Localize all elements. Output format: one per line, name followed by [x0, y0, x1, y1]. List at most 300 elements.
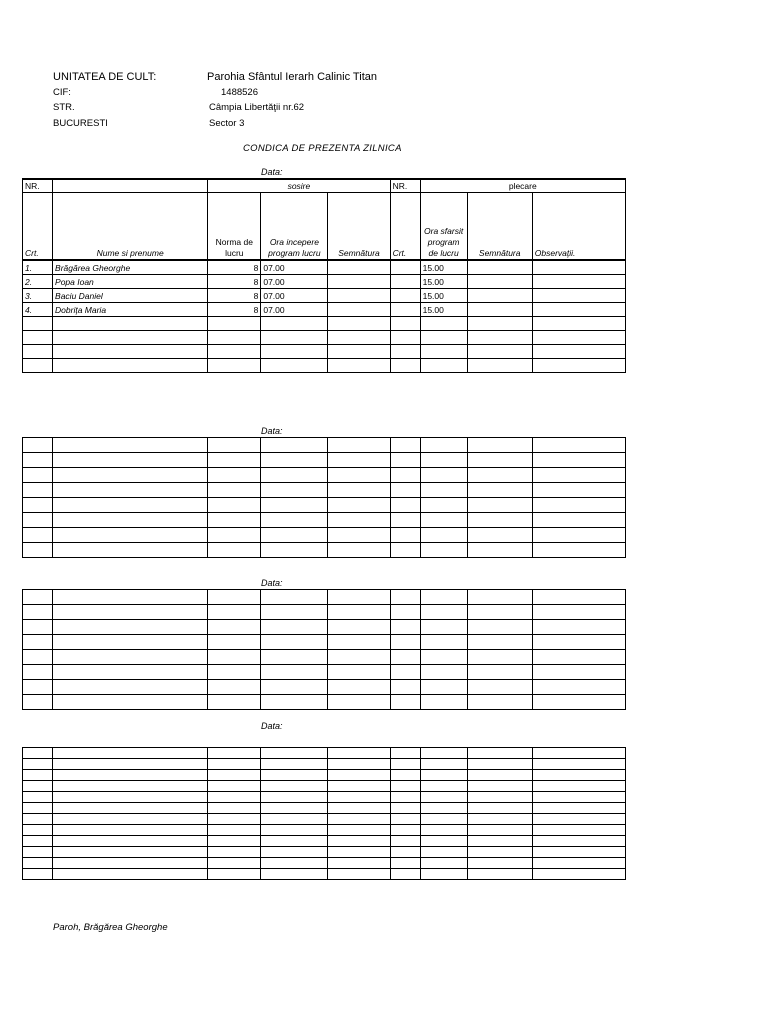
table-cell [23, 836, 53, 847]
table-cell [532, 528, 625, 543]
table-cell [53, 803, 208, 814]
table-cell [390, 650, 420, 665]
table-cell [328, 453, 390, 468]
table-cell [208, 590, 261, 605]
table-cell [532, 468, 625, 483]
table-cell [208, 680, 261, 695]
table-cell [467, 781, 532, 792]
col-crt-2: Crt. [390, 193, 420, 261]
table-cell [328, 836, 390, 847]
row-start-time: 07.00 [261, 275, 328, 289]
table-cell [328, 498, 390, 513]
table-cell [390, 303, 420, 317]
table-cell [467, 847, 532, 858]
table-cell [532, 331, 625, 345]
table-cell [420, 620, 467, 635]
table-cell [420, 438, 467, 453]
col-plecare: plecare [420, 179, 625, 193]
table-cell [532, 836, 625, 847]
table-cell [23, 650, 53, 665]
row-start-time: 07.00 [261, 303, 328, 317]
table-row [23, 858, 626, 869]
table-cell [208, 759, 261, 770]
table-cell [532, 620, 625, 635]
attendance-table-1 [22, 178, 626, 373]
table-row [23, 635, 626, 650]
table-row [23, 650, 626, 665]
table-cell [23, 590, 53, 605]
city-value: Sector 3 [209, 118, 245, 129]
table-cell [328, 438, 390, 453]
footer-signature: Paroh, Brăgărea Gheorghe [53, 922, 168, 933]
table-cell [261, 345, 328, 359]
table-cell [53, 453, 208, 468]
table-cell [390, 605, 420, 620]
table-cell [532, 453, 625, 468]
table-cell [53, 792, 208, 803]
table-cell [532, 275, 625, 289]
table-cell [532, 814, 625, 825]
table-row [23, 453, 626, 468]
table-cell [532, 303, 625, 317]
table-cell [390, 317, 420, 331]
table-cell [328, 359, 390, 373]
table-cell [23, 483, 53, 498]
table-cell [261, 825, 328, 836]
table-cell [261, 847, 328, 858]
table-cell [532, 289, 625, 303]
table-cell [208, 836, 261, 847]
table-cell [390, 528, 420, 543]
row-end-time: 15.00 [420, 303, 467, 317]
date-label-3: Data: [261, 578, 283, 588]
table-cell [390, 748, 420, 759]
table-cell [53, 483, 208, 498]
table-cell [53, 858, 208, 869]
row-nr: 4. [23, 303, 53, 317]
table-cell [261, 759, 328, 770]
table-cell [328, 528, 390, 543]
table-cell [328, 543, 390, 558]
table-cell [467, 814, 532, 825]
table-cell [420, 759, 467, 770]
table-cell [208, 620, 261, 635]
table-cell [261, 453, 328, 468]
table-cell [420, 695, 467, 710]
table-cell [261, 680, 328, 695]
table-cell [328, 513, 390, 528]
table-cell [532, 543, 625, 558]
table-cell [467, 468, 532, 483]
table-cell [208, 695, 261, 710]
table-cell [420, 814, 467, 825]
table-cell [420, 605, 467, 620]
table-cell [53, 543, 208, 558]
table-cell [390, 665, 420, 680]
table-cell [390, 858, 420, 869]
table-cell [420, 359, 467, 373]
table-cell [532, 803, 625, 814]
table-cell [390, 590, 420, 605]
table-cell [53, 836, 208, 847]
table-cell [328, 792, 390, 803]
table-cell [208, 814, 261, 825]
table-cell [328, 847, 390, 858]
table-cell [23, 680, 53, 695]
table-cell [23, 528, 53, 543]
table-cell [261, 781, 328, 792]
table-cell [53, 770, 208, 781]
table-cell [532, 792, 625, 803]
table-cell [467, 770, 532, 781]
table-cell [208, 543, 261, 558]
table-cell [23, 498, 53, 513]
table-cell [208, 770, 261, 781]
table-cell [420, 680, 467, 695]
table-cell [208, 483, 261, 498]
table-cell [390, 635, 420, 650]
table-cell [23, 438, 53, 453]
table-cell [532, 635, 625, 650]
table-cell [390, 869, 420, 880]
table-cell [261, 331, 328, 345]
table-cell [467, 275, 532, 289]
cif-label: CIF: [53, 87, 71, 98]
row-end-time: 15.00 [420, 289, 467, 303]
table-cell [467, 331, 532, 345]
table-cell [23, 468, 53, 483]
table-cell [53, 869, 208, 880]
col-semnatura-2: Semnătura [467, 193, 532, 261]
table-cell [261, 590, 328, 605]
row-nr: 1. [23, 260, 53, 275]
table-cell [208, 513, 261, 528]
table-cell [420, 803, 467, 814]
table-cell [208, 792, 261, 803]
table-cell [532, 605, 625, 620]
table-cell [467, 260, 532, 275]
table-cell [208, 803, 261, 814]
row-name: Baciu Daniel [53, 289, 208, 303]
table-cell [390, 770, 420, 781]
table-cell [261, 770, 328, 781]
table-cell [390, 620, 420, 635]
table-cell [390, 275, 420, 289]
table-cell [328, 665, 390, 680]
table-row [23, 770, 626, 781]
table-cell [328, 590, 390, 605]
table-cell [328, 680, 390, 695]
table-cell [390, 359, 420, 373]
table-cell [467, 359, 532, 373]
table-cell [390, 836, 420, 847]
table-cell [53, 359, 208, 373]
table-cell [420, 483, 467, 498]
table-cell [420, 528, 467, 543]
street-label: STR. [53, 102, 75, 113]
table-cell [23, 825, 53, 836]
table-cell [420, 543, 467, 558]
table-cell [208, 453, 261, 468]
table-cell [328, 635, 390, 650]
table-cell [261, 513, 328, 528]
table-cell [261, 635, 328, 650]
table-row [23, 869, 626, 880]
table-cell [328, 483, 390, 498]
table-cell [23, 792, 53, 803]
table-cell [532, 759, 625, 770]
table-cell [532, 869, 625, 880]
table-cell [467, 680, 532, 695]
table-cell [261, 620, 328, 635]
table-cell [328, 345, 390, 359]
table-cell [261, 748, 328, 759]
table-row [23, 331, 626, 345]
table-cell [261, 438, 328, 453]
table-cell [328, 695, 390, 710]
table-cell [328, 869, 390, 880]
table-cell [390, 792, 420, 803]
table-cell [467, 665, 532, 680]
table-row [23, 620, 626, 635]
table-cell [532, 748, 625, 759]
table-cell [420, 665, 467, 680]
table-cell [53, 695, 208, 710]
table-cell [420, 635, 467, 650]
table-row [23, 483, 626, 498]
table-cell [420, 770, 467, 781]
table-cell [208, 331, 261, 345]
table-cell [23, 605, 53, 620]
table-row [23, 792, 626, 803]
row-name: Dobriţa Maria [53, 303, 208, 317]
table-cell [23, 635, 53, 650]
table-cell [467, 748, 532, 759]
table-cell [53, 528, 208, 543]
table-cell [532, 680, 625, 695]
col-observatii: Observaţii. [532, 193, 625, 261]
table-cell [53, 605, 208, 620]
table-cell [23, 759, 53, 770]
table-cell [390, 543, 420, 558]
table-cell [328, 781, 390, 792]
table-row [23, 260, 626, 275]
table-cell [53, 498, 208, 513]
table-cell [208, 825, 261, 836]
table-cell [467, 759, 532, 770]
table-cell [420, 650, 467, 665]
table-row [23, 665, 626, 680]
table-cell [261, 858, 328, 869]
table-cell [208, 781, 261, 792]
table-row [23, 680, 626, 695]
table-cell [53, 345, 208, 359]
row-norma: 8 [208, 275, 261, 289]
table-row [23, 438, 626, 453]
table-cell [53, 317, 208, 331]
table-cell [532, 665, 625, 680]
table-cell [23, 345, 53, 359]
table-cell [467, 695, 532, 710]
table-cell [467, 792, 532, 803]
table-cell [532, 590, 625, 605]
table-cell [53, 759, 208, 770]
table-cell [208, 345, 261, 359]
table-cell [532, 825, 625, 836]
table-cell [53, 513, 208, 528]
table-row [23, 695, 626, 710]
table-cell [420, 453, 467, 468]
table-cell [261, 836, 328, 847]
table-cell [467, 528, 532, 543]
table-cell [420, 345, 467, 359]
table-cell [467, 650, 532, 665]
table-cell [208, 650, 261, 665]
table-cell [328, 858, 390, 869]
table-row [23, 528, 626, 543]
table-cell [390, 513, 420, 528]
row-end-time: 15.00 [420, 275, 467, 289]
table-cell [532, 650, 625, 665]
table-cell [390, 345, 420, 359]
table-cell [390, 468, 420, 483]
table-cell [390, 438, 420, 453]
table-cell [328, 770, 390, 781]
table-row [23, 781, 626, 792]
table-cell [328, 289, 390, 303]
table-cell [467, 453, 532, 468]
table-cell [420, 869, 467, 880]
date-label-4: Data: [261, 721, 283, 731]
row-start-time: 07.00 [261, 289, 328, 303]
table-cell [208, 665, 261, 680]
col-ora-sfarsit: Ora sfarsit program de lucru [420, 193, 467, 261]
table-cell [467, 345, 532, 359]
table-cell [23, 781, 53, 792]
table-cell [328, 803, 390, 814]
table-cell [53, 825, 208, 836]
table-cell [532, 781, 625, 792]
table-cell [328, 825, 390, 836]
unit-value: Parohia Sfântul Ierarh Calinic Titan [207, 71, 377, 83]
table-cell [208, 858, 261, 869]
table-row [23, 317, 626, 331]
table-row [23, 748, 626, 759]
row-norma: 8 [208, 289, 261, 303]
document-title: CONDICA DE PREZENTA ZILNICA [243, 143, 402, 154]
table-row [23, 836, 626, 847]
table-cell [390, 847, 420, 858]
row-nr: 3. [23, 289, 53, 303]
table-cell [467, 289, 532, 303]
table-cell [420, 836, 467, 847]
table-row [23, 759, 626, 770]
table-cell [328, 759, 390, 770]
table-cell [420, 792, 467, 803]
table-cell [467, 590, 532, 605]
row-name: Brăgărea Gheorghe [53, 260, 208, 275]
table-cell [23, 847, 53, 858]
table-cell [467, 869, 532, 880]
table-cell [53, 620, 208, 635]
table-cell [390, 331, 420, 345]
table-cell [390, 695, 420, 710]
table-cell [261, 650, 328, 665]
table-cell [390, 289, 420, 303]
date-label-1: Data: [261, 167, 283, 177]
table-cell [532, 359, 625, 373]
table-row [23, 303, 626, 317]
table-cell [420, 847, 467, 858]
table-cell [532, 483, 625, 498]
table-cell [23, 695, 53, 710]
table-cell [261, 814, 328, 825]
table-cell [532, 770, 625, 781]
table-cell [390, 803, 420, 814]
col-nr-2: NR. [390, 179, 420, 193]
col-nume: Nume si prenume [53, 193, 208, 261]
table-cell [390, 483, 420, 498]
table-cell [328, 260, 390, 275]
table-cell [261, 792, 328, 803]
date-label-2: Data: [261, 426, 283, 436]
table-cell [467, 620, 532, 635]
table-cell [53, 814, 208, 825]
col-norma: Norma de lucru [208, 193, 261, 261]
table-cell [23, 453, 53, 468]
row-nr: 2. [23, 275, 53, 289]
table-cell [467, 803, 532, 814]
table-cell [467, 635, 532, 650]
table-cell [467, 836, 532, 847]
table-cell [390, 759, 420, 770]
table-cell [390, 814, 420, 825]
table-cell [208, 528, 261, 543]
table-cell [420, 858, 467, 869]
table-cell [467, 438, 532, 453]
table-cell [208, 498, 261, 513]
table-row [23, 543, 626, 558]
table-cell [420, 825, 467, 836]
table-row [23, 590, 626, 605]
table-row [23, 803, 626, 814]
table-cell [420, 590, 467, 605]
table-cell [261, 695, 328, 710]
table-cell [467, 825, 532, 836]
table-cell [328, 748, 390, 759]
street-value: Câmpia Libertăţii nr.62 [209, 102, 305, 113]
table-cell [328, 303, 390, 317]
table-cell [208, 317, 261, 331]
table-cell [23, 869, 53, 880]
table-cell [420, 317, 467, 331]
col-crt: Crt. [23, 193, 53, 261]
table-cell [23, 770, 53, 781]
table-cell [53, 635, 208, 650]
table-cell [532, 858, 625, 869]
table-cell [208, 468, 261, 483]
city-label: BUCURESTI [53, 118, 108, 129]
table-cell [208, 438, 261, 453]
table-cell [532, 498, 625, 513]
table-cell [23, 803, 53, 814]
table-cell [467, 543, 532, 558]
table-cell [261, 869, 328, 880]
table-cell [420, 498, 467, 513]
table-cell [467, 303, 532, 317]
table-cell [23, 317, 53, 331]
table-cell [328, 275, 390, 289]
